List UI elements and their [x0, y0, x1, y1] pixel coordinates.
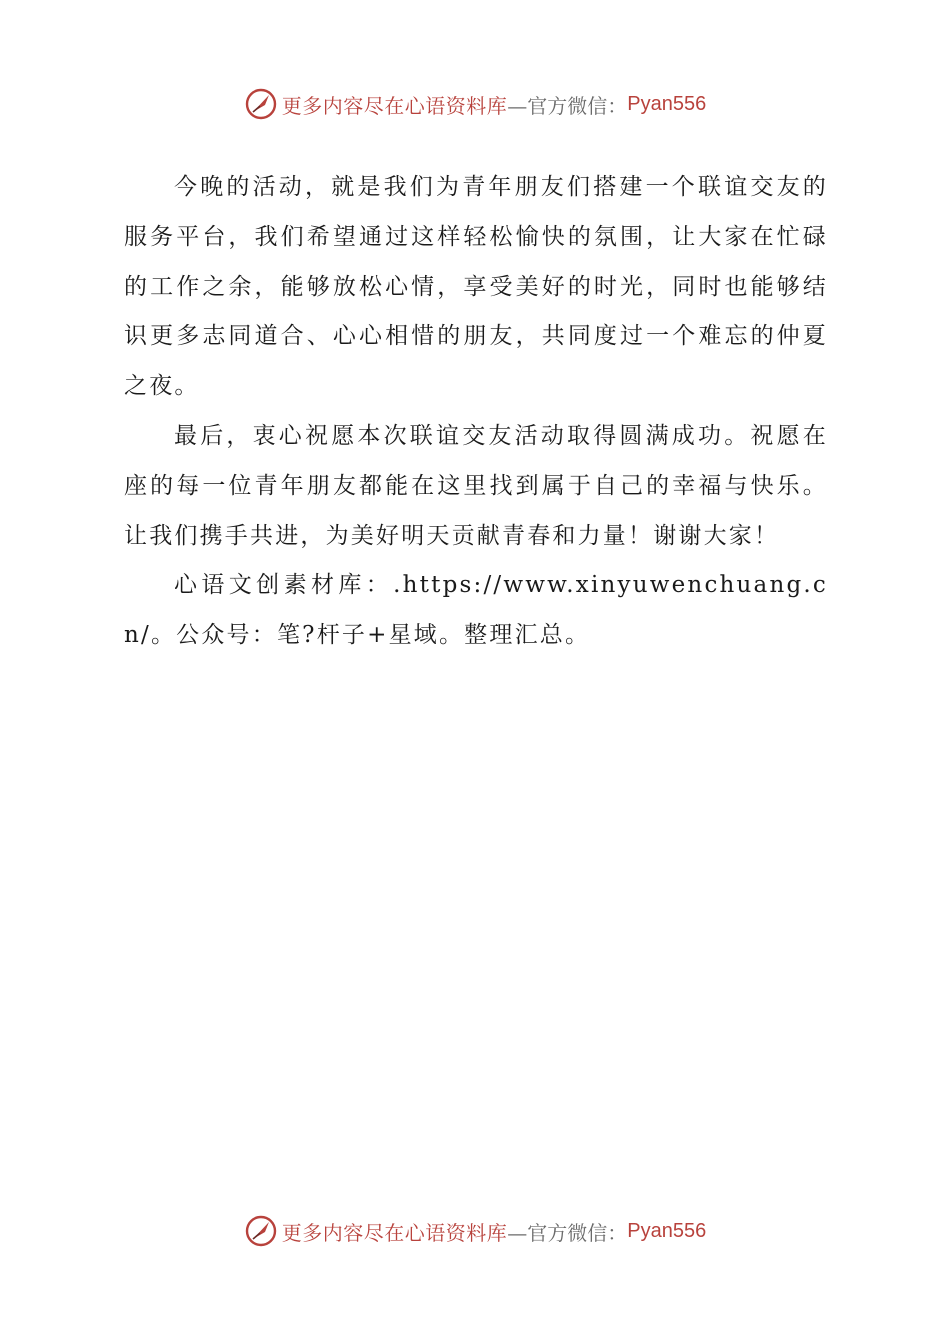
- header-banner-subtitle: —官方微信：: [507, 93, 628, 118]
- quill-logo-icon: [244, 1214, 278, 1248]
- header-banner-title: 更多内容尽在心语资料库: [281, 93, 508, 118]
- footer-banner-subtitle: —官方微信：: [507, 1220, 628, 1245]
- footer-banner: [0, 1211, 950, 1251]
- document-body: [124, 163, 828, 661]
- quill-logo-icon: [244, 87, 278, 121]
- header-banner: [0, 84, 950, 124]
- header-banner-wechat-id: Pyan556: [627, 92, 707, 115]
- paragraph-3: 心语文创素材库：.https://www.xinyuwenchuang.cn/。公众号：笔?杆子+星域。整理汇总。: [124, 572, 828, 649]
- footer-banner-wechat-id: Pyan556: [627, 1219, 707, 1242]
- paragraph-2: 最后，衷心祝愿本次联谊交友活动取得圆满成功。祝愿在座的每一位青年朋友都能在这里找到属于自己的幸福与快乐。让我们携手共进，为美好明天贡献青春和力量！谢谢大家！: [124, 422, 828, 549]
- paragraph-1: 今晚的活动，就是我们为青年朋友们搭建一个联谊交友的服务平台，我们希望通过这样轻松愉快的氛围，让大家在忙碌的工作之余，能够放松心情，享受美好的时光，同时也能够结识更多志同道合、心心相惜的朋友，共同度过一个难忘的仲夏之夜。: [124, 174, 828, 400]
- footer-banner-title: 更多内容尽在心语资料库: [281, 1220, 508, 1245]
